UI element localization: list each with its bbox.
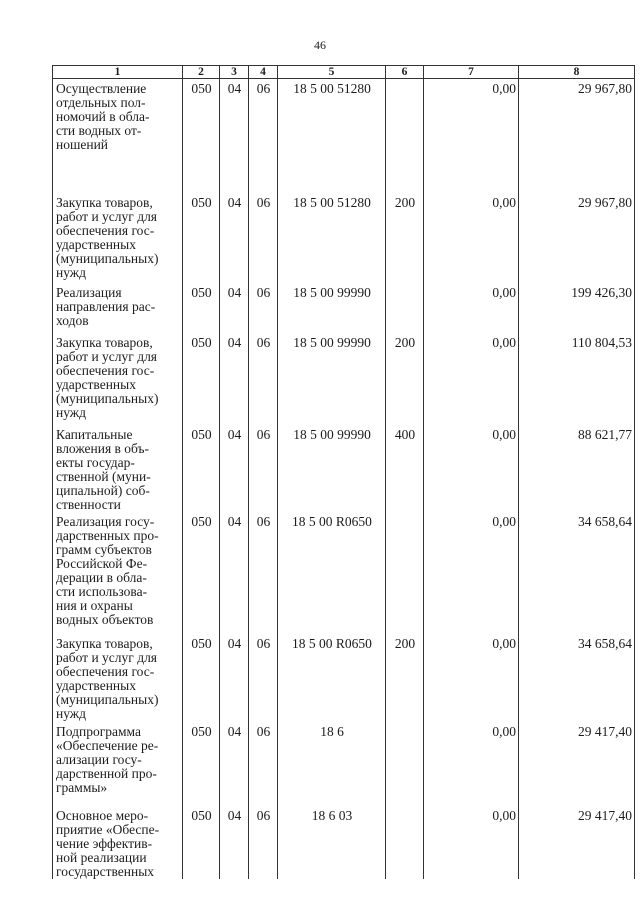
code-vr-cell: 400 [386,425,424,512]
code-vr-cell: 200 [386,634,424,722]
code-pr-cell: 06 [249,512,278,634]
header-row [53,66,635,79]
value-col7-cell: 0,00 [424,722,519,806]
code-vr-cell: 200 [386,193,424,283]
row-name-line: ния и охраны [56,597,133,613]
row-name-line: ализации госу- [56,751,142,767]
row-name-line: (муниципальных) [56,250,159,266]
code-csr-cell: 18 5 00 99990 [278,283,386,333]
row-name-line: Российской Фе- [56,555,148,571]
code-gr-cell: 050 [183,634,220,722]
code-vr-cell [386,806,424,879]
row-name-line: ципальной) соб- [56,482,150,498]
value-col8-cell: 29 967,80 [519,79,635,193]
code-csr-cell: 18 6 03 [278,806,386,879]
row-name-line: сти использова- [56,583,148,599]
row-name-line: ственной (муни- [56,468,151,484]
row-name-line: Реализация [56,284,122,300]
code-rz-cell: 04 [220,193,249,283]
code-pr-cell: 06 [249,634,278,722]
column-header-6: 6 [386,66,424,79]
row-name-line: обеспечения гос- [56,663,155,679]
row-name-line: Закупка товаров, [56,334,153,350]
row-name-line: Закупка товаров, [56,194,153,210]
table-row [53,722,635,806]
column-header-8: 8 [519,66,635,79]
value-col8-cell: 110 804,53 [519,333,635,425]
row-name-line: работ и услуг для [56,649,158,665]
row-name-line: дарственных про- [56,527,159,543]
value-col8-cell: 199 426,30 [519,283,635,333]
row-name-cell [53,425,183,512]
table-row [53,512,635,634]
code-rz-cell: 04 [220,333,249,425]
value-col8-cell: 34 658,64 [519,634,635,722]
row-name-cell [53,193,183,283]
row-name-line: направления рас- [56,298,156,314]
row-name-line: приятие «Обеспе- [56,821,160,837]
row-name-line: сти водных от- [56,123,142,138]
code-vr-cell [386,722,424,806]
table-body [53,79,635,879]
value-col7-cell: 0,00 [424,79,519,193]
row-name-cell [53,283,183,333]
row-name-cell [53,512,183,634]
code-pr-cell: 06 [249,283,278,333]
value-col7-cell: 0,00 [424,283,519,333]
code-csr-cell: 18 6 [278,722,386,806]
row-name-line: ственности [56,496,121,512]
row-name-line: нужд [56,264,86,280]
value-col7-cell: 0,00 [424,333,519,425]
code-pr-cell: 06 [249,425,278,512]
row-name-line: грамм субъектов [56,541,152,557]
row-name-line: Основное меро- [56,807,149,823]
code-rz-cell: 04 [220,283,249,333]
row-name-line: ношений [56,137,109,152]
code-vr-cell [386,512,424,634]
budget-table [52,65,635,879]
row-name-line: нужд [56,705,86,721]
value-col8-cell: 88 621,77 [519,425,635,512]
row-name-line: Осуществление [56,81,147,96]
code-vr-cell: 200 [386,333,424,425]
row-name-line: отдельных пол- [56,95,146,110]
column-header-3: 3 [220,66,249,79]
value-col7-cell: 0,00 [424,512,519,634]
code-rz-cell: 04 [220,512,249,634]
code-vr-cell [386,79,424,193]
row-name-line: работ и услуг для [56,208,158,224]
value-col8-cell: 34 658,64 [519,512,635,634]
row-name-line: дарственной про- [56,765,157,781]
row-name-line: граммы» [56,779,108,795]
column-header-2: 2 [183,66,220,79]
row-name-line: работ и услуг для [56,348,158,364]
value-col8-cell: 29 967,80 [519,193,635,283]
code-pr-cell: 06 [249,722,278,806]
column-header-1: 1 [53,66,183,79]
value-col7-cell: 0,00 [424,806,519,879]
table-row [53,79,635,193]
code-csr-cell: 18 5 00 R0650 [278,512,386,634]
column-header-4: 4 [249,66,278,79]
row-name-line: Реализация госу- [56,513,155,529]
code-rz-cell: 04 [220,722,249,806]
table-row [53,634,635,722]
code-gr-cell: 050 [183,193,220,283]
code-rz-cell: 04 [220,634,249,722]
table-row [53,333,635,425]
value-col7-cell: 0,00 [424,425,519,512]
row-name-line: ударственных [56,236,136,252]
row-name-line: номочий в обла- [56,109,150,124]
code-csr-cell: 18 5 00 51280 [278,193,386,283]
code-pr-cell: 06 [249,79,278,193]
row-name-line: екты государ- [56,454,135,470]
row-name-line: Закупка товаров, [56,635,153,651]
row-name-line: дерации в обла- [56,569,147,585]
code-pr-cell: 06 [249,193,278,283]
page-number: 46 [314,38,326,52]
code-pr-cell: 06 [249,333,278,425]
value-col7-cell: 0,00 [424,193,519,283]
row-name-line: ной реализации [56,849,147,865]
code-gr-cell: 050 [183,79,220,193]
row-name-cell [53,806,183,879]
table-row [53,806,635,879]
code-csr-cell: 18 5 00 99990 [278,425,386,512]
row-name-line: государственных [56,863,155,879]
row-name-line: обеспечения гос- [56,222,155,238]
row-name-line: (муниципальных) [56,691,159,707]
row-name-line: (муниципальных) [56,390,159,406]
row-name-line: ударственных [56,376,136,392]
row-name-cell [53,79,183,193]
row-name-cell [53,722,183,806]
code-csr-cell: 18 5 00 99990 [278,333,386,425]
row-name-line: Подпрограмма [56,723,141,739]
column-header-5: 5 [278,66,386,79]
code-rz-cell: 04 [220,425,249,512]
row-name-line: нужд [56,404,86,420]
code-csr-cell: 18 5 00 R0650 [278,634,386,722]
table-row [53,193,635,283]
value-col8-cell: 29 417,40 [519,806,635,879]
row-name-line: обеспечения гос- [56,362,155,378]
code-gr-cell: 050 [183,806,220,879]
table-row [53,425,635,512]
row-name-line: ударственных [56,677,136,693]
code-rz-cell: 04 [220,806,249,879]
row-name-line: «Обеспечение ре- [56,737,159,753]
value-col7-cell: 0,00 [424,634,519,722]
row-name-line: вложения в объ- [56,440,150,456]
table-row [53,283,635,333]
value-col8-cell: 29 417,40 [519,722,635,806]
row-name-line: водных объектов [56,611,154,627]
code-gr-cell: 050 [183,333,220,425]
row-name-line: ходов [56,312,89,328]
code-gr-cell: 050 [183,512,220,634]
code-gr-cell: 050 [183,722,220,806]
row-name-line: чение эффектив- [56,835,153,851]
row-name-line: Капитальные [56,426,133,442]
column-header-7: 7 [424,66,519,79]
code-vr-cell [386,283,424,333]
code-gr-cell: 050 [183,425,220,512]
code-gr-cell: 050 [183,283,220,333]
code-csr-cell: 18 5 00 51280 [278,79,386,193]
row-name-cell [53,333,183,425]
row-name-cell [53,634,183,722]
code-rz-cell: 04 [220,79,249,193]
code-pr-cell: 06 [249,806,278,879]
